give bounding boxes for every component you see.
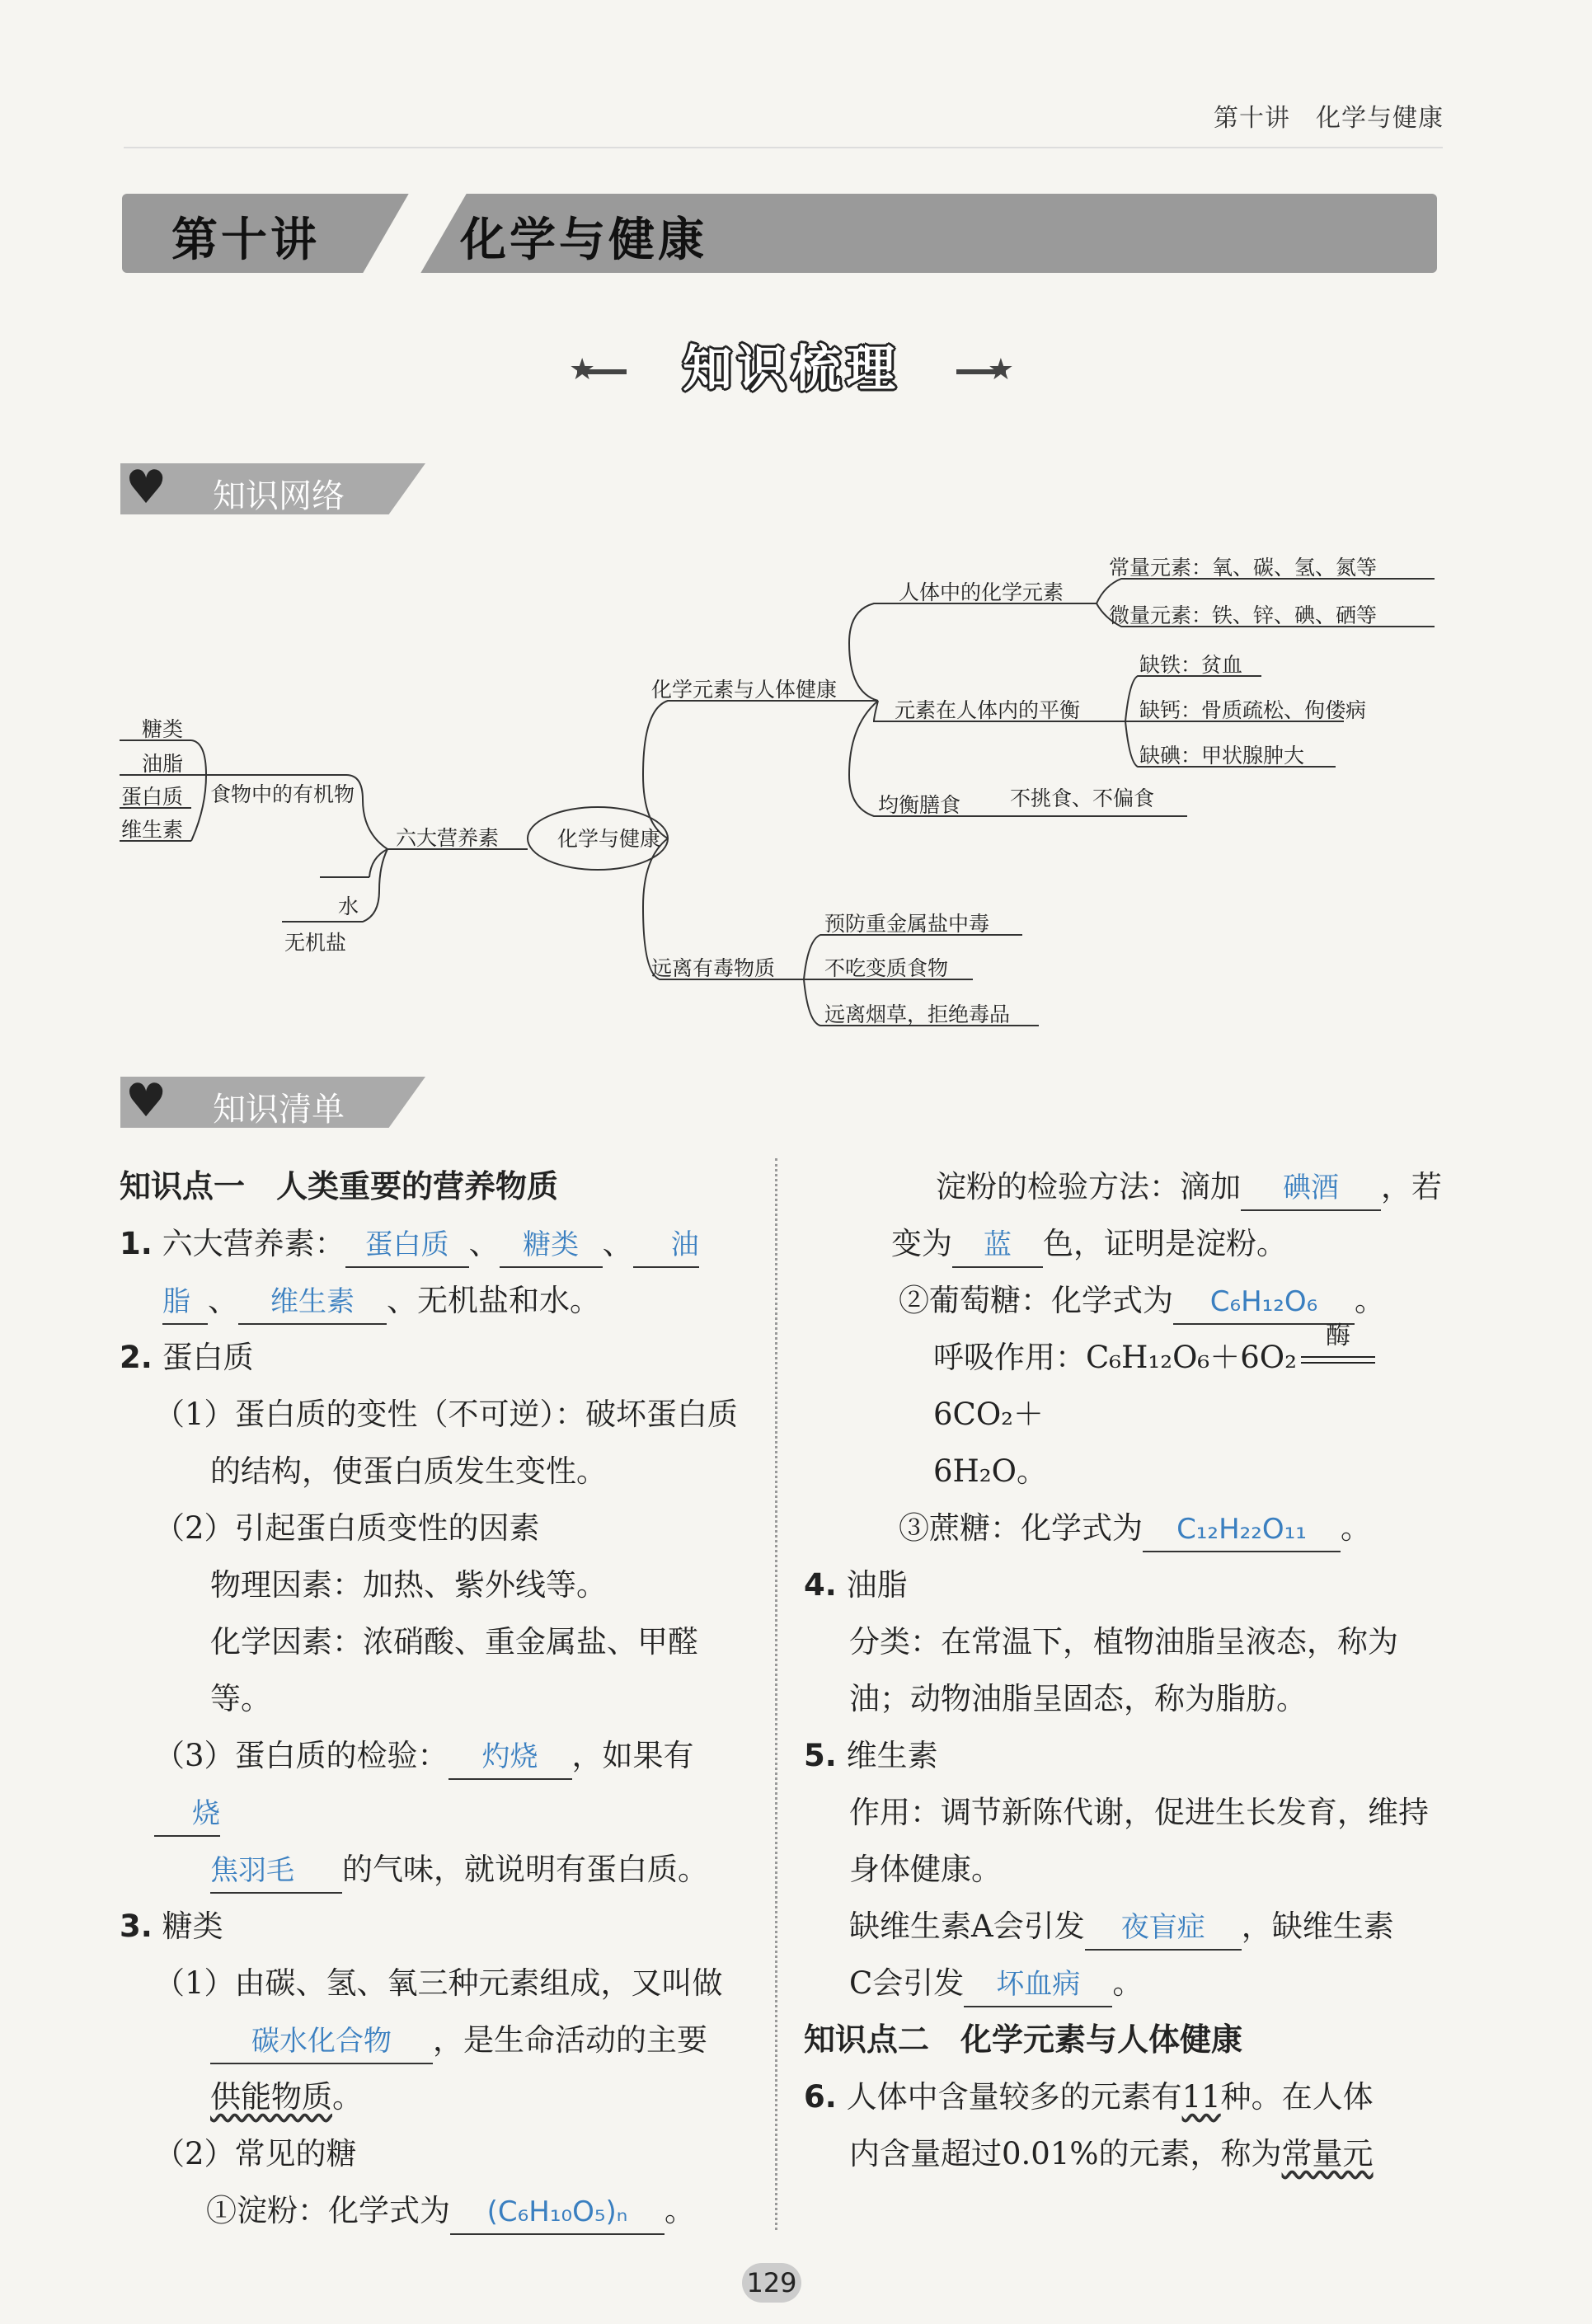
- text-line: 化学因素：浓硝酸、重金属盐、甲醛等。: [210, 1624, 698, 1716]
- mindmap-leaf: 常量元素：氧、碳、氢、氮等: [1109, 556, 1378, 580]
- mindmap-leaf: 水: [338, 894, 359, 918]
- mindmap-leaf: 不挑食、不偏食: [1010, 786, 1155, 810]
- answer-blank: 油: [633, 1223, 699, 1268]
- text-line: （2）引起蛋白质变性的因素: [154, 1510, 540, 1546]
- lecture-number: 第十讲: [171, 214, 320, 267]
- answer-blank: C₁₂H₂₂O₁₁: [1143, 1508, 1341, 1552]
- item-1-cont: 脂 、 维生素 、无机盐和水。: [120, 1272, 746, 1329]
- text-line: 缺维生素A会引发 夜盲症 ，缺维生素: [804, 1898, 1447, 1955]
- text-line: 油；动物油脂呈固态，称为脂肪。: [849, 1681, 1307, 1716]
- text-line: 作用：调节新陈代谢，促进生长发育，维持: [849, 1795, 1429, 1830]
- answer-blank: 焦羽毛: [210, 1849, 342, 1894]
- mind-map: [0, 528, 1592, 1055]
- answer-blank: 糖类: [500, 1223, 603, 1268]
- right-column: [804, 1158, 1447, 2182]
- answer-blank: 夜盲症: [1085, 1906, 1242, 1951]
- answer-blank: 坏血病: [964, 1963, 1112, 2007]
- mindmap-node: 均衡膳食: [878, 793, 961, 817]
- answer-blank: 维生素: [238, 1280, 387, 1325]
- answer-blank: 碘酒: [1241, 1167, 1381, 1211]
- heart-icon: ♥: [125, 461, 167, 514]
- text-line: 碳水化合物 ，是生命活动的主要: [120, 2012, 746, 2068]
- mindmap-leaf: 油脂: [142, 752, 184, 776]
- mindmap-leaf: 微量元素：铁、锌、碘、硒等: [1109, 603, 1378, 627]
- item-2: 2. 蛋白质: [120, 1340, 254, 1375]
- text-line: 内含量超过0.01%的元素，称为常量元: [849, 2136, 1374, 2171]
- answer-blank: 蓝: [952, 1223, 1043, 1268]
- text-line: 的结构，使蛋白质发生变性。: [210, 1453, 607, 1489]
- mindmap-node: 食物中的有机物: [210, 782, 355, 806]
- text-line: C会引发 坏血病 。: [804, 1955, 1447, 2012]
- text-line: （1）由碳、氢、氧三种元素组成，又叫做: [154, 1965, 723, 2001]
- mindmap-leaf: 预防重金属盐中毒: [824, 912, 990, 936]
- text-line: 变为 蓝 色，证明是淀粉。: [804, 1215, 1447, 1272]
- section-title: 知识清单: [213, 1091, 345, 1129]
- text-line: （3）蛋白质的检验： 灼烧 ，如果有烧: [120, 1727, 746, 1841]
- text-line: 焦羽毛 的气味，就说明有蛋白质。: [120, 1841, 746, 1898]
- text-line: 供能物质。: [210, 2079, 363, 2115]
- answer-blank: (C₆H₁₀O₅)ₙ: [450, 2190, 665, 2235]
- banner-divider: [361, 190, 468, 276]
- item-1: 1. 六大营养素： 蛋白质 、 糖类 、 油: [120, 1215, 746, 1272]
- answer-blank: C₆H₁₂O₆: [1173, 1280, 1355, 1325]
- chapter-title: 化学与健康: [460, 214, 707, 267]
- reaction-arrow: 酶: [1297, 1329, 1379, 1386]
- mindmap-node: 化学元素与人体健康: [651, 678, 838, 702]
- item-3: 3. 糖类: [120, 1908, 223, 1944]
- section-title: 知识网络: [213, 477, 345, 515]
- column-divider: [775, 1158, 777, 2230]
- running-header: 第十讲 化学与健康: [1214, 104, 1444, 133]
- page-number: 129: [742, 2263, 801, 2303]
- answer-blank: 碳水化合物: [210, 2020, 433, 2064]
- mindmap-center-label: 化学与健康: [557, 827, 661, 851]
- text-line: 物理因素：加热、紫外线等。: [210, 1567, 607, 1603]
- knowledge-point-title: 知识点二 化学元素与人体健康: [804, 2021, 1243, 2058]
- answer-blank: 灼烧: [448, 1735, 572, 1780]
- mindmap-node: 人体中的化学元素: [899, 580, 1064, 604]
- mindmap-leaf: 不吃变质食物: [824, 956, 949, 980]
- item-4: 4. 油脂: [804, 1567, 908, 1603]
- item-5: 5. 维生素: [804, 1738, 938, 1773]
- left-column: [120, 1158, 746, 2239]
- item-6: 6. 人体中含量较多的元素有11种。在人体: [804, 2079, 1374, 2115]
- mindmap-leaf: 远离烟草，拒绝毒品: [824, 1002, 1011, 1026]
- section-banner-title: 知识梳理: [683, 340, 900, 398]
- answer-blank: 烧: [154, 1792, 220, 1837]
- knowledge-point-title: 知识点一 人类重要的营养物质: [120, 1168, 559, 1204]
- mindmap-leaf: 维生素: [121, 818, 184, 842]
- mindmap-node: 元素在人体内的平衡: [895, 698, 1081, 722]
- text-line: ②葡萄糖：化学式为 C₆H₁₂O₆ 。: [804, 1272, 1447, 1329]
- star-icon: ★: [569, 353, 596, 387]
- section-header-checklist: [120, 1074, 425, 1129]
- chapter-banner: [122, 194, 1437, 273]
- mindmap-leaf: 缺碘：甲状腺肿大: [1139, 744, 1305, 768]
- section-banner: [569, 330, 1014, 412]
- answer-blank: 蛋白质: [345, 1223, 469, 1268]
- text-line: （1）蛋白质的变性（不可逆）：破坏蛋白质: [154, 1397, 739, 1432]
- mindmap-leaf: 缺钙：骨质疏松、佝偻病: [1139, 698, 1367, 722]
- text-line: 淀粉的检验方法：滴加 碘酒 ，若: [804, 1158, 1447, 1215]
- mindmap-node: 六大营养素: [396, 826, 500, 850]
- answer-blank: 脂: [162, 1280, 208, 1325]
- star-icon: ★: [987, 353, 1014, 387]
- heart-icon: ♥: [125, 1074, 167, 1128]
- mindmap-leaf: 无机盐: [284, 931, 347, 955]
- mindmap-leaf: 蛋白质: [121, 785, 184, 809]
- text-line: （2）常见的糖: [154, 2136, 357, 2171]
- text-line: 身体健康。: [849, 1852, 1002, 1887]
- header-rule: [124, 147, 1443, 148]
- section-header-network: [120, 463, 425, 514]
- text-line: ③蔗糖：化学式为 C₁₂H₂₂O₁₁ 。: [804, 1500, 1447, 1556]
- text-line: 呼吸作用：C₆H₁₂O₆＋6O₂ 酶 6CO₂＋: [804, 1329, 1447, 1443]
- mindmap-node: 远离有毒物质: [651, 956, 776, 980]
- text-line: 分类：在常温下，植物油脂呈液态，称为: [849, 1624, 1398, 1660]
- text-line: ①淀粉：化学式为 (C₆H₁₀O₅)ₙ 。: [120, 2182, 746, 2239]
- mindmap-leaf: 缺铁：贫血: [1139, 653, 1243, 677]
- text-line: 6H₂O。: [933, 1453, 1047, 1489]
- mindmap-leaf: 糖类: [142, 717, 184, 741]
